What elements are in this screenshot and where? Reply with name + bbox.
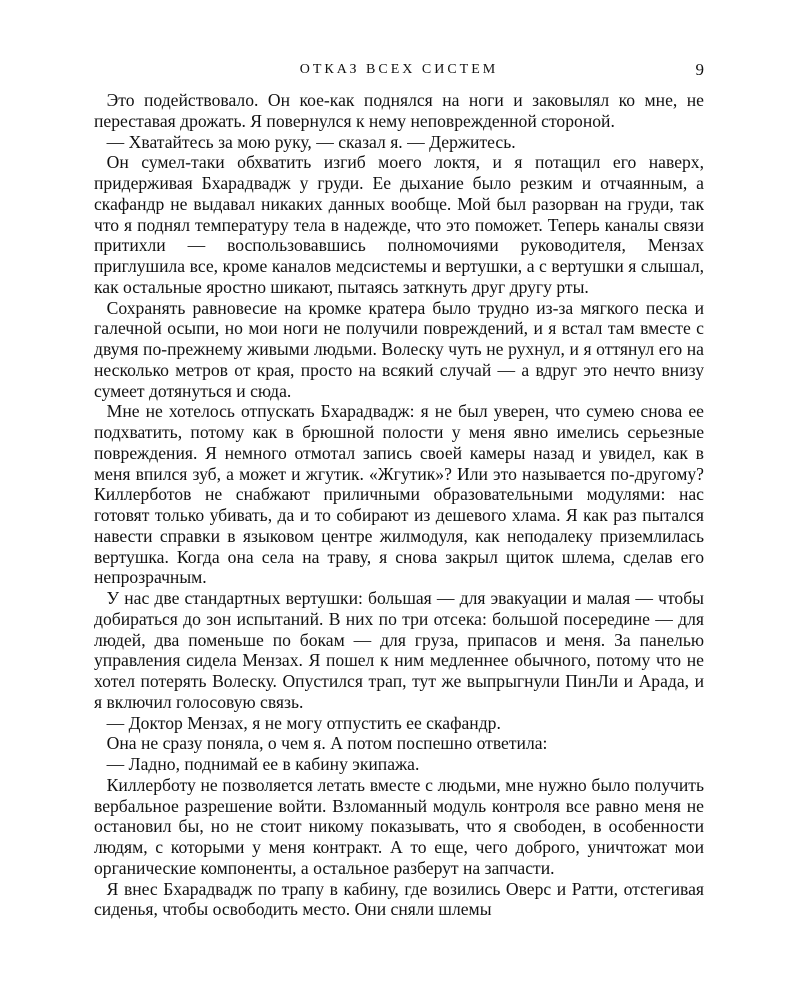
paragraph: Это подействовало. Он кое-как поднялся на ноги и заковылял ко мне, не переставая дрожать. Я повернулся к нему неповрежденной стороной. [94,90,704,131]
paragraph: Киллерботу не позволяется летать вместе с людьми, мне нужно было получить вербальное разрешение войти. Взломанный модуль контроля все равно меня не остановил бы, но не стоит никому показывать, что я свободен, в особенности людям, с которыми у меня контракт. А то еще, чего доброго, уничтожат мои органические компоненты, а остальное разберут на запчасти. [94,774,704,878]
page-number: 9 [695,60,704,79]
running-title: ОТКАЗ ВСЕХ СИСТЕМ [299,62,499,77]
body-text [94,90,704,920]
book-page [94,60,704,960]
paragraph: Сохранять равновесие на кромке кратера было трудно из-за мягкого песка и галечной осыпи, но мои ноги не получили повреждений, и я встал там вместе с двумя по-прежнему живыми людьми. Волеску чуть не рухнул, и я оттянул его на несколько метров от края, просто на всякий случай — а вдруг это нечто внизу сумеет дотянуться и сюда. [94,297,704,401]
paragraph: — Доктор Мензах, я не могу отпустить ее скафандр. [106,712,501,733]
paragraph: Я внес Бхарадвадж по трапу в кабину, где возились Оверс и Ратти, отстегивая сиденья, чтобы освободить место. Они сняли шлемы [94,878,704,920]
paragraph: Мне не хотелось отпускать Бхарадвадж: я не был уверен, что сумею снова ее подхватить, потому как в брюшной полости у меня явно имелись серьезные повреждения. Я немного отмотал запись своей камеры назад и увидел, как в меня впился зуб, а может и жгутик. «Жгутик»? Или это называется по-другому? Киллерботов не снабжают приличными образовательными модулями: нас готовят только убивать, да и то собирают из дешевого хлама. Я как раз пытался навести справки в языковом центре жилмодуля, как неподалеку приземлилась вертушка. Когда она села на траву, я снова закрыл щиток шлема, сделав его непрозрачным. [94,401,704,588]
paragraph: Она не сразу поняла, о чем я. А потом поспешно ответила: [106,733,548,754]
running-header [94,60,704,84]
paragraph: Он сумел-таки обхватить изгиб моего локтя, и я потащил его наверх, придерживая Бхарадвадж у груди. Ее дыхание было резким и отчаянным, а скафандр не выдавал никаких данных вообще. Мой был разорван на груди, так что я поднял температуру тела в надежде, что это поможет. Теперь каналы связи притихли — воспользовавшись полномочиями руководителя, Мензах приглушила все, кроме каналов медсистемы и вертушки, а с вертушки я слышал, как остальные яростно шикают, пытаясь заткнуть друг другу рты. [94,152,704,297]
paragraph: — Ладно, поднимай ее в кабину экипажа. [106,754,420,774]
paragraph: — Хватайтесь за мою руку, — сказал я. — Держитесь. [106,131,516,152]
paragraph: У нас две стандартных вертушки: большая — для эвакуации и малая — чтобы добираться до зон испытаний. В них по три отсека: большой посередине — для людей, два поменьше по бокам — для груза, припасов и меня. За панелью управления сидела Мензах. Я пошел к ним медленнее обычного, потому что не хотел потерять Волеску. Опустился трап, тут же выпрыгнули ПинЛи и Арада, и я включил голосовую связь. [94,588,704,712]
